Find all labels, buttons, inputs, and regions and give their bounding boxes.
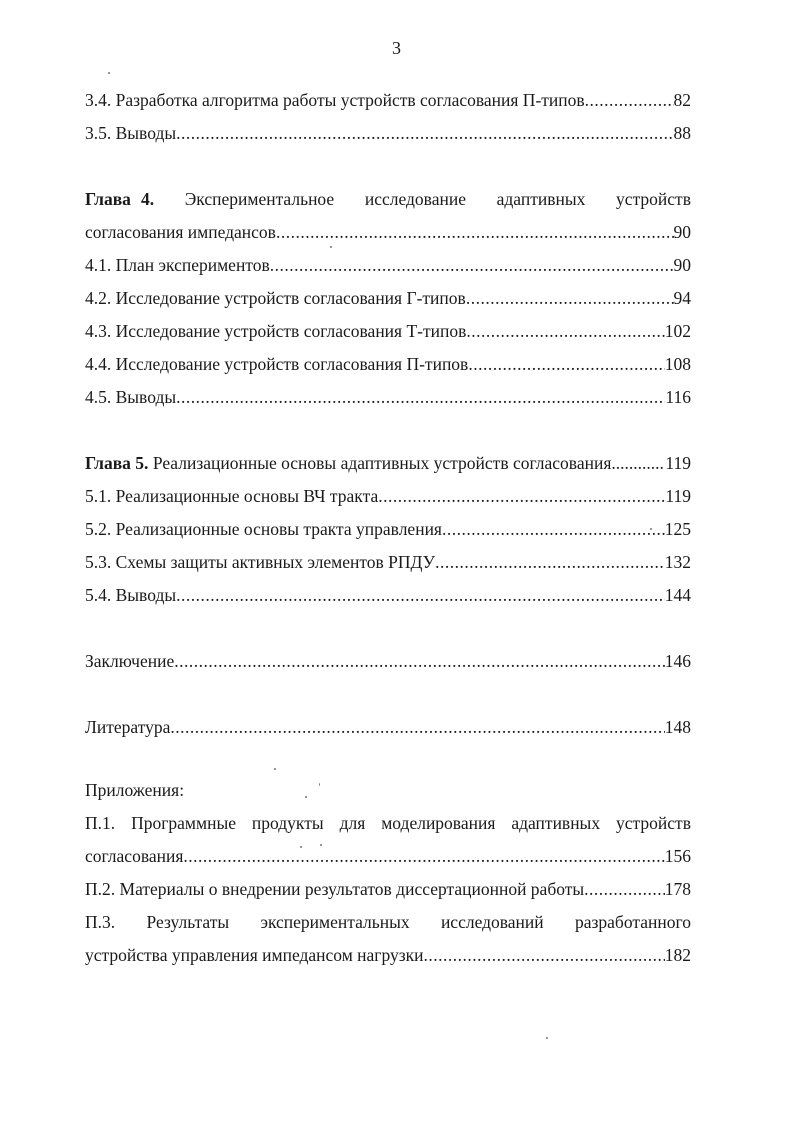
- dot-leader: [276, 216, 674, 249]
- heading-word: экспериментальных: [260, 912, 410, 932]
- toc-entry-title: [85, 447, 611, 480]
- toc-entry-appendix-2: [85, 873, 691, 906]
- toc-entry-page: 90: [673, 222, 691, 242]
- toc-entry-page: 82: [673, 90, 691, 110]
- heading-word: адаптивных: [511, 813, 601, 833]
- toc-entry-page: 90: [673, 255, 691, 275]
- toc-entry-4-4: [85, 348, 691, 381]
- dot-leader: [176, 579, 665, 612]
- dot-leader: [270, 249, 674, 282]
- toc-entry-5-1: [85, 480, 691, 513]
- heading-word: для: [339, 813, 366, 833]
- toc-entry-title: 4.4. Исследование устройств согласования П-типов: [85, 354, 469, 374]
- toc-entry-title: 5.1. Реализационные основы ВЧ тракта: [85, 486, 379, 506]
- toc-entry-page: 94: [673, 288, 691, 308]
- toc-entry-appendix-3-cont: [85, 939, 691, 972]
- chapter-4-heading-cont: [85, 216, 691, 249]
- dot-leader: [468, 348, 664, 381]
- table-of-contents: [85, 84, 691, 972]
- toc-entry-page: 119: [665, 453, 691, 473]
- heading-word: П.1.: [85, 813, 116, 833]
- heading-word: Результаты: [146, 912, 230, 932]
- heading-word: продукты: [251, 813, 324, 833]
- toc-entry-conclusion: [85, 645, 691, 678]
- toc-entry-4-2: [85, 282, 691, 315]
- dot-leader: [435, 546, 665, 579]
- dot-leader: [176, 117, 673, 150]
- heading-word: устройств: [616, 813, 691, 833]
- toc-entry-title: 5.4. Выводы: [85, 585, 177, 605]
- heading-word: Программные: [131, 813, 236, 833]
- toc-entry-title: Заключение: [85, 651, 175, 671]
- toc-entry-page: 125: [664, 519, 691, 539]
- toc-entry-5-2: [85, 513, 691, 546]
- toc-entry-appendix-1: [85, 807, 691, 840]
- toc-entry-title: 4.5. Выводы: [85, 387, 177, 407]
- chapter-4-label: Глава 4.: [85, 189, 155, 209]
- chapter-5-title: Реализационные основы адаптивных устройств согласования: [148, 453, 612, 473]
- toc-entry-3-5: [85, 117, 691, 150]
- toc-entry-title: 3.5. Выводы: [85, 123, 177, 143]
- toc-entry-4-3: [85, 315, 691, 348]
- toc-entry-page: 102: [664, 321, 691, 341]
- toc-entry-page: 116: [665, 387, 691, 407]
- dot-leader: [584, 873, 665, 906]
- page-number: 3: [392, 38, 401, 58]
- appendices-heading: Приложения:: [85, 780, 185, 800]
- heading-word: моделирования: [381, 813, 496, 833]
- heading-word: Экспериментальное: [184, 189, 335, 209]
- toc-entry-title: Литература: [85, 717, 171, 737]
- toc-entry-title: 4.2. Исследование устройств согласования Г-типов: [85, 288, 466, 308]
- dot-leader: [585, 84, 674, 117]
- dot-leader: [466, 315, 664, 348]
- toc-entry-title: устройства управления импедансом нагрузки: [85, 945, 424, 965]
- heading-word: адаптивных: [496, 189, 586, 209]
- toc-entry-4-5: [85, 381, 691, 414]
- heading-word: устройств: [616, 189, 691, 209]
- heading-word: исследование: [364, 189, 466, 209]
- toc-entry-title: 3.4. Разработка алгоритма работы устройств согласования П-типов: [85, 90, 585, 110]
- toc-entry-page: 132: [664, 552, 691, 572]
- heading-word: разработанного: [574, 912, 691, 932]
- toc-entry-page: 88: [673, 123, 691, 143]
- toc-entry-appendix-3: [85, 906, 691, 939]
- toc-entry-title: 4.3. Исследование устройств согласования Т-типов: [85, 321, 467, 341]
- toc-entry-page: 156: [664, 846, 691, 866]
- dot-leader: [176, 381, 665, 414]
- toc-entry-page: 146: [664, 651, 691, 671]
- dot-leader: [466, 282, 674, 315]
- toc-entry-title: П.2. Материалы о внедрении результатов диссертационной работы: [85, 879, 585, 899]
- toc-entry-page: 108: [664, 354, 691, 374]
- chapter-5-label: Глава 5.: [85, 453, 149, 473]
- heading-word: исследований: [440, 912, 544, 932]
- toc-entry-5-4: [85, 579, 691, 612]
- toc-entry-page: 119: [665, 486, 691, 506]
- chapter-4-heading: [85, 183, 691, 216]
- toc-entry-page: 148: [664, 717, 691, 737]
- toc-entry-title: 4.1. План экспериментов: [85, 255, 270, 275]
- toc-entry-page: 144: [664, 585, 691, 605]
- dot-leader: [611, 447, 665, 480]
- dot-leader: [424, 939, 665, 972]
- toc-entry-literature: [85, 711, 691, 744]
- toc-entry-3-4: [85, 84, 691, 117]
- dot-leader: [378, 480, 665, 513]
- toc-entry-title: 5.3. Схемы защиты активных элементов РПДУ: [85, 552, 436, 572]
- toc-entry-page: 178: [664, 879, 691, 899]
- toc-entry-appendix-1-cont: [85, 840, 691, 873]
- heading-word: П.3.: [85, 912, 116, 932]
- toc-entry-title: 5.2. Реализационные основы тракта управления: [85, 519, 442, 539]
- dot-leader: [174, 645, 665, 678]
- toc-entry-4-1: [85, 249, 691, 282]
- dot-leader: [183, 840, 664, 873]
- toc-entry-5-3: [85, 546, 691, 579]
- chapter-5-heading: [85, 447, 691, 480]
- toc-entry-title: согласования импедансов: [85, 222, 276, 242]
- toc-entry-page: 182: [664, 945, 691, 965]
- toc-entry-title: согласования: [85, 846, 184, 866]
- dot-leader: [442, 513, 665, 546]
- dot-leader: [170, 711, 664, 744]
